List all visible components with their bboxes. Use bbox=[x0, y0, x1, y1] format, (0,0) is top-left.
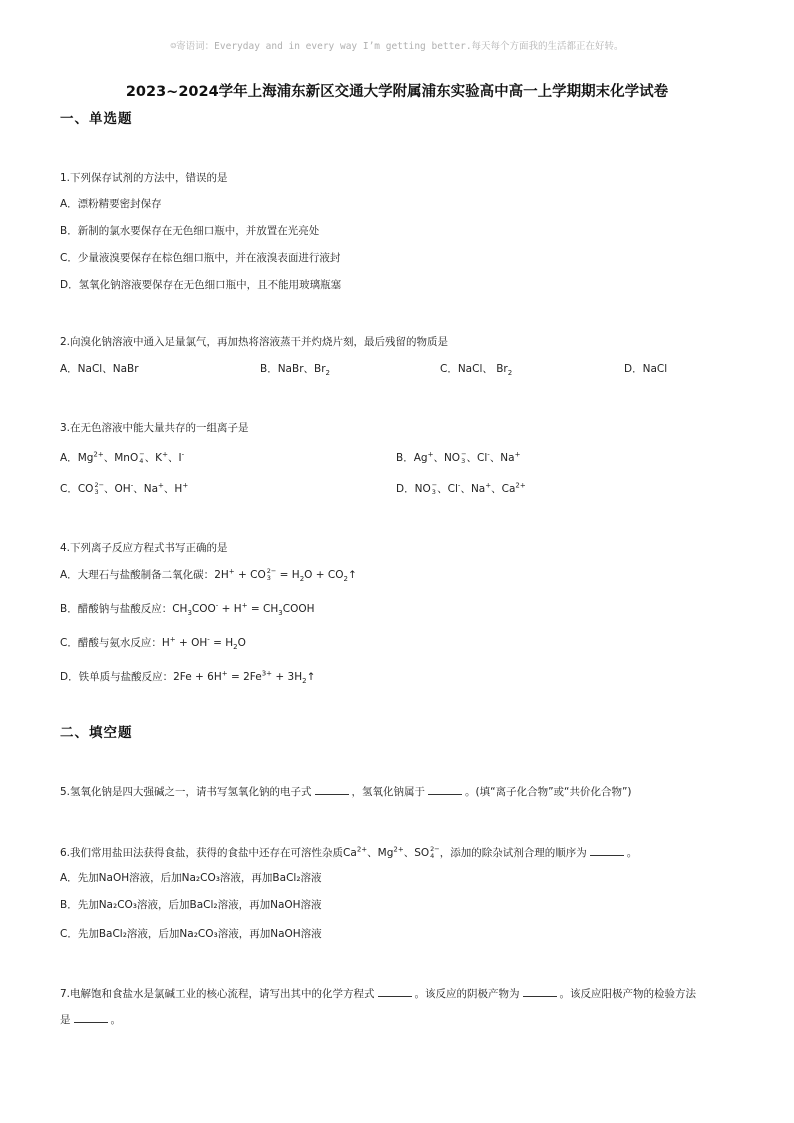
answer-blank[interactable] bbox=[74, 1012, 108, 1023]
question-4-option-d: D．铁单质与盐酸反应：$2Fe + 6H^+ = 2Fe^{3+}$ + $3H_2↑$ bbox=[60, 669, 316, 686]
motto-header: ☺寄语词：Everyday and in every way I’m getting better.每天每个方面我的生活都正在好转。 bbox=[170, 41, 624, 52]
question-6-option-c: C．先加BaCl₂溶液，后加Na₂CO₃溶液，再加NaOH溶液 bbox=[60, 928, 322, 940]
question-7-stem-line-2: 是 。 bbox=[60, 1014, 121, 1026]
question-4-option-c: C．醋酸与氨水反应：$H^+ + OH^- = H_2O$ bbox=[60, 635, 246, 652]
question-6-option-a: A．先加NaOH溶液，后加Na₂CO₃溶液，再加BaCl₂溶液 bbox=[60, 872, 322, 884]
answer-blank[interactable] bbox=[378, 986, 412, 997]
section-heading-single-choice: 一、单选题 bbox=[60, 111, 133, 127]
question-2-option-d: D．NaCl bbox=[624, 363, 668, 375]
answer-blank[interactable] bbox=[315, 784, 349, 795]
question-4-stem: 4.下列离子反应方程式书写正确的是 bbox=[60, 542, 228, 554]
question-1-option-c: C．少量液溴要保存在棕色细口瓶中，并在液溴表面进行液封 bbox=[60, 252, 341, 264]
question-1-option-a: A．漂粉精要密封保存 bbox=[60, 198, 162, 210]
section-heading-fill-blank: 二、填空题 bbox=[60, 725, 133, 741]
question-2-stem: 2.向溴化钠溶液中通入足量氯气，再加热将溶液蒸干并灼烧片刻，最后残留的物质是 bbox=[60, 336, 449, 348]
question-1-option-b: B．新制的氯水要保存在无色细口瓶中，并放置在光亮处 bbox=[60, 225, 320, 237]
question-3-stem: 3.在无色溶液中能大量共存的一组离子是 bbox=[60, 422, 249, 434]
question-3-option-d: D．NO − 3 、Cl-、Na+、$Ca^{2+}$ bbox=[396, 481, 526, 496]
question-1-stem: 1.下列保存试剂的方法中，错误的是 bbox=[60, 172, 228, 184]
answer-blank[interactable] bbox=[523, 986, 557, 997]
question-5-stem: 5.氢氧化钠是四大强碱之一，请书写氢氧化钠的电子式 ，氢氧化钠属于 。(填“离子化合物”或“共价化合物”) bbox=[60, 786, 632, 798]
question-2-option-b: B．NaBr、$Br_2$ bbox=[260, 363, 331, 378]
question-3-option-b: B．Ag+、NO − 3 、Cl-、Na+ bbox=[396, 450, 521, 465]
question-3-option-c: C．CO 2− 3 、OH-、Na+、H+ bbox=[60, 481, 189, 496]
question-6-option-b: B．先加Na₂CO₃溶液，后加BaCl₂溶液，再加NaOH溶液 bbox=[60, 899, 322, 911]
question-3-option-a: A．$Mg^{2+}$、MnO − 4 、K+、I- bbox=[60, 450, 185, 465]
question-4-option-a: A．大理石与盐酸制备二氧化碳：2H+ + CO 2− 3 = $H_2O$ + $CO_2↑$ bbox=[60, 567, 357, 584]
question-2-option-c: C．NaCl、 $Br_2$ bbox=[440, 363, 513, 378]
question-6-stem: 6.我们常用盐田法获得食盐，获得的食盐中还存在可溶性杂质$Ca^{2+}$、$Mg^{2+}$、SO 2− 4 ，添加的除杂试剂合理的顺序为 。 bbox=[60, 845, 638, 860]
question-7-stem-line-1: 7.电解饱和食盐水是氯碱工业的核心流程，请写出其中的化学方程式 。该反应的阴极产物为 。该反应阳极产物的检验方法 bbox=[60, 988, 697, 1000]
question-2-option-a: A．NaCl、NaBr bbox=[60, 363, 139, 375]
question-1-option-d: D．氢氧化钠溶液要保存在无色细口瓶中，且不能用玻璃瓶塞 bbox=[60, 279, 342, 291]
answer-blank[interactable] bbox=[428, 784, 462, 795]
answer-blank[interactable] bbox=[590, 845, 624, 856]
exam-title: 2023~2024学年上海浦东新区交通大学附属浦东实验高中高一上学期期末化学试卷 bbox=[125, 84, 669, 100]
question-4-option-b: B．醋酸钠与盐酸反应：$CH_3COO^- + H^+$ = $CH_3COOH$ bbox=[60, 601, 315, 618]
